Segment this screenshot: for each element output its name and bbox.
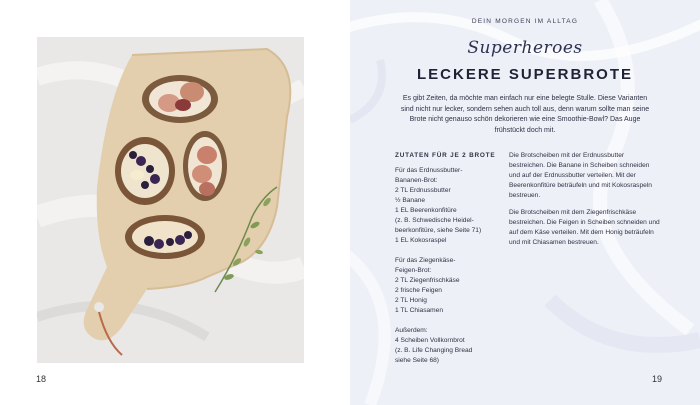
ingredient-line: Bananen-Brot: [395,177,438,184]
ingredients-group-peanut [395,166,513,246]
ingredient-line: (z. B. Schwedische Heidel- [395,217,474,224]
ingredient-line: 1 EL Beerenkonfitüre [395,207,457,214]
ingredient-line: Außerdem: [395,327,428,334]
ingredient-line: 1 TL Chiasamen [395,307,444,314]
ingredient-line: Für das Erdnussbutter- [395,167,463,174]
ingredients-column [395,151,513,366]
ingredient-line: Für das Ziegenkäse- [395,257,456,264]
ingredient-line: beerkonfitüre, siehe Seite 71) [395,227,482,234]
ingredient-line: 2 TL Honig [395,297,427,304]
ingredients-group-extra [395,326,513,366]
ingredient-line: 2 frische Feigen [395,287,442,294]
section-kicker: DEIN MORGEN IM ALLTAG [471,18,579,25]
page-number-right: 19 [651,374,662,384]
ingredient-line: (z. B. Life Changing Bread [395,347,473,354]
ingredient-line: 2 TL Erdnussbutter [395,187,451,194]
instructions-column [509,151,661,255]
script-title: Superheroes [467,38,583,58]
ingredient-line: siehe Seite 68) [395,357,439,364]
ingredient-line: Feigen-Brot: [395,267,432,274]
instruction-paragraph: Die Brotscheiben mit der Erdnussbutter bestreichen. Die Banane in Scheiben schneiden und auf der Erdnussbutter verteilen. Mit der Beerenkonfitüre beträufeln und mit Kokosraspeln bestreuen. [509,152,652,199]
intro-text: Es gibt Zeiten, da möchte man einfach nur eine belegte Stulle. Diese Varianten sind nicht nur lecker, sondern sehen auch toll aus, denn warum sollte man seine Brote nicht genauso schön dekorieren wie eine Smoothie-Bowl? Das Auge frühstückt doch mit. [400,95,650,134]
ingredient-line: 2 TL Ziegenfrischkäse [395,277,460,284]
ingredient-line: 4 Scheiben Vollkornbrot [395,337,465,344]
instruction-paragraph: Die Brotscheiben mit dem Ziegenfrischkäse bestreichen. Die Feigen in Scheiben schneiden und auf dem Käse verteilen. Mit dem Honig beträufeln und mit Chiasamen bestreuen. [509,209,660,246]
right-page [350,0,700,405]
ingredients-heading: ZUTATEN FÜR JE 2 BROTE [395,152,496,159]
ingredients-group-goat-cheese [395,256,513,316]
ingredient-line: ½ Banane [395,197,426,204]
food-photo [37,37,304,363]
bread-board-illustration [37,37,304,363]
page-number-left: 18 [36,374,47,384]
ingredient-line: 1 EL Kokosraspel [395,237,447,244]
recipe-title: LECKERE SUPERBROTE [416,66,634,83]
